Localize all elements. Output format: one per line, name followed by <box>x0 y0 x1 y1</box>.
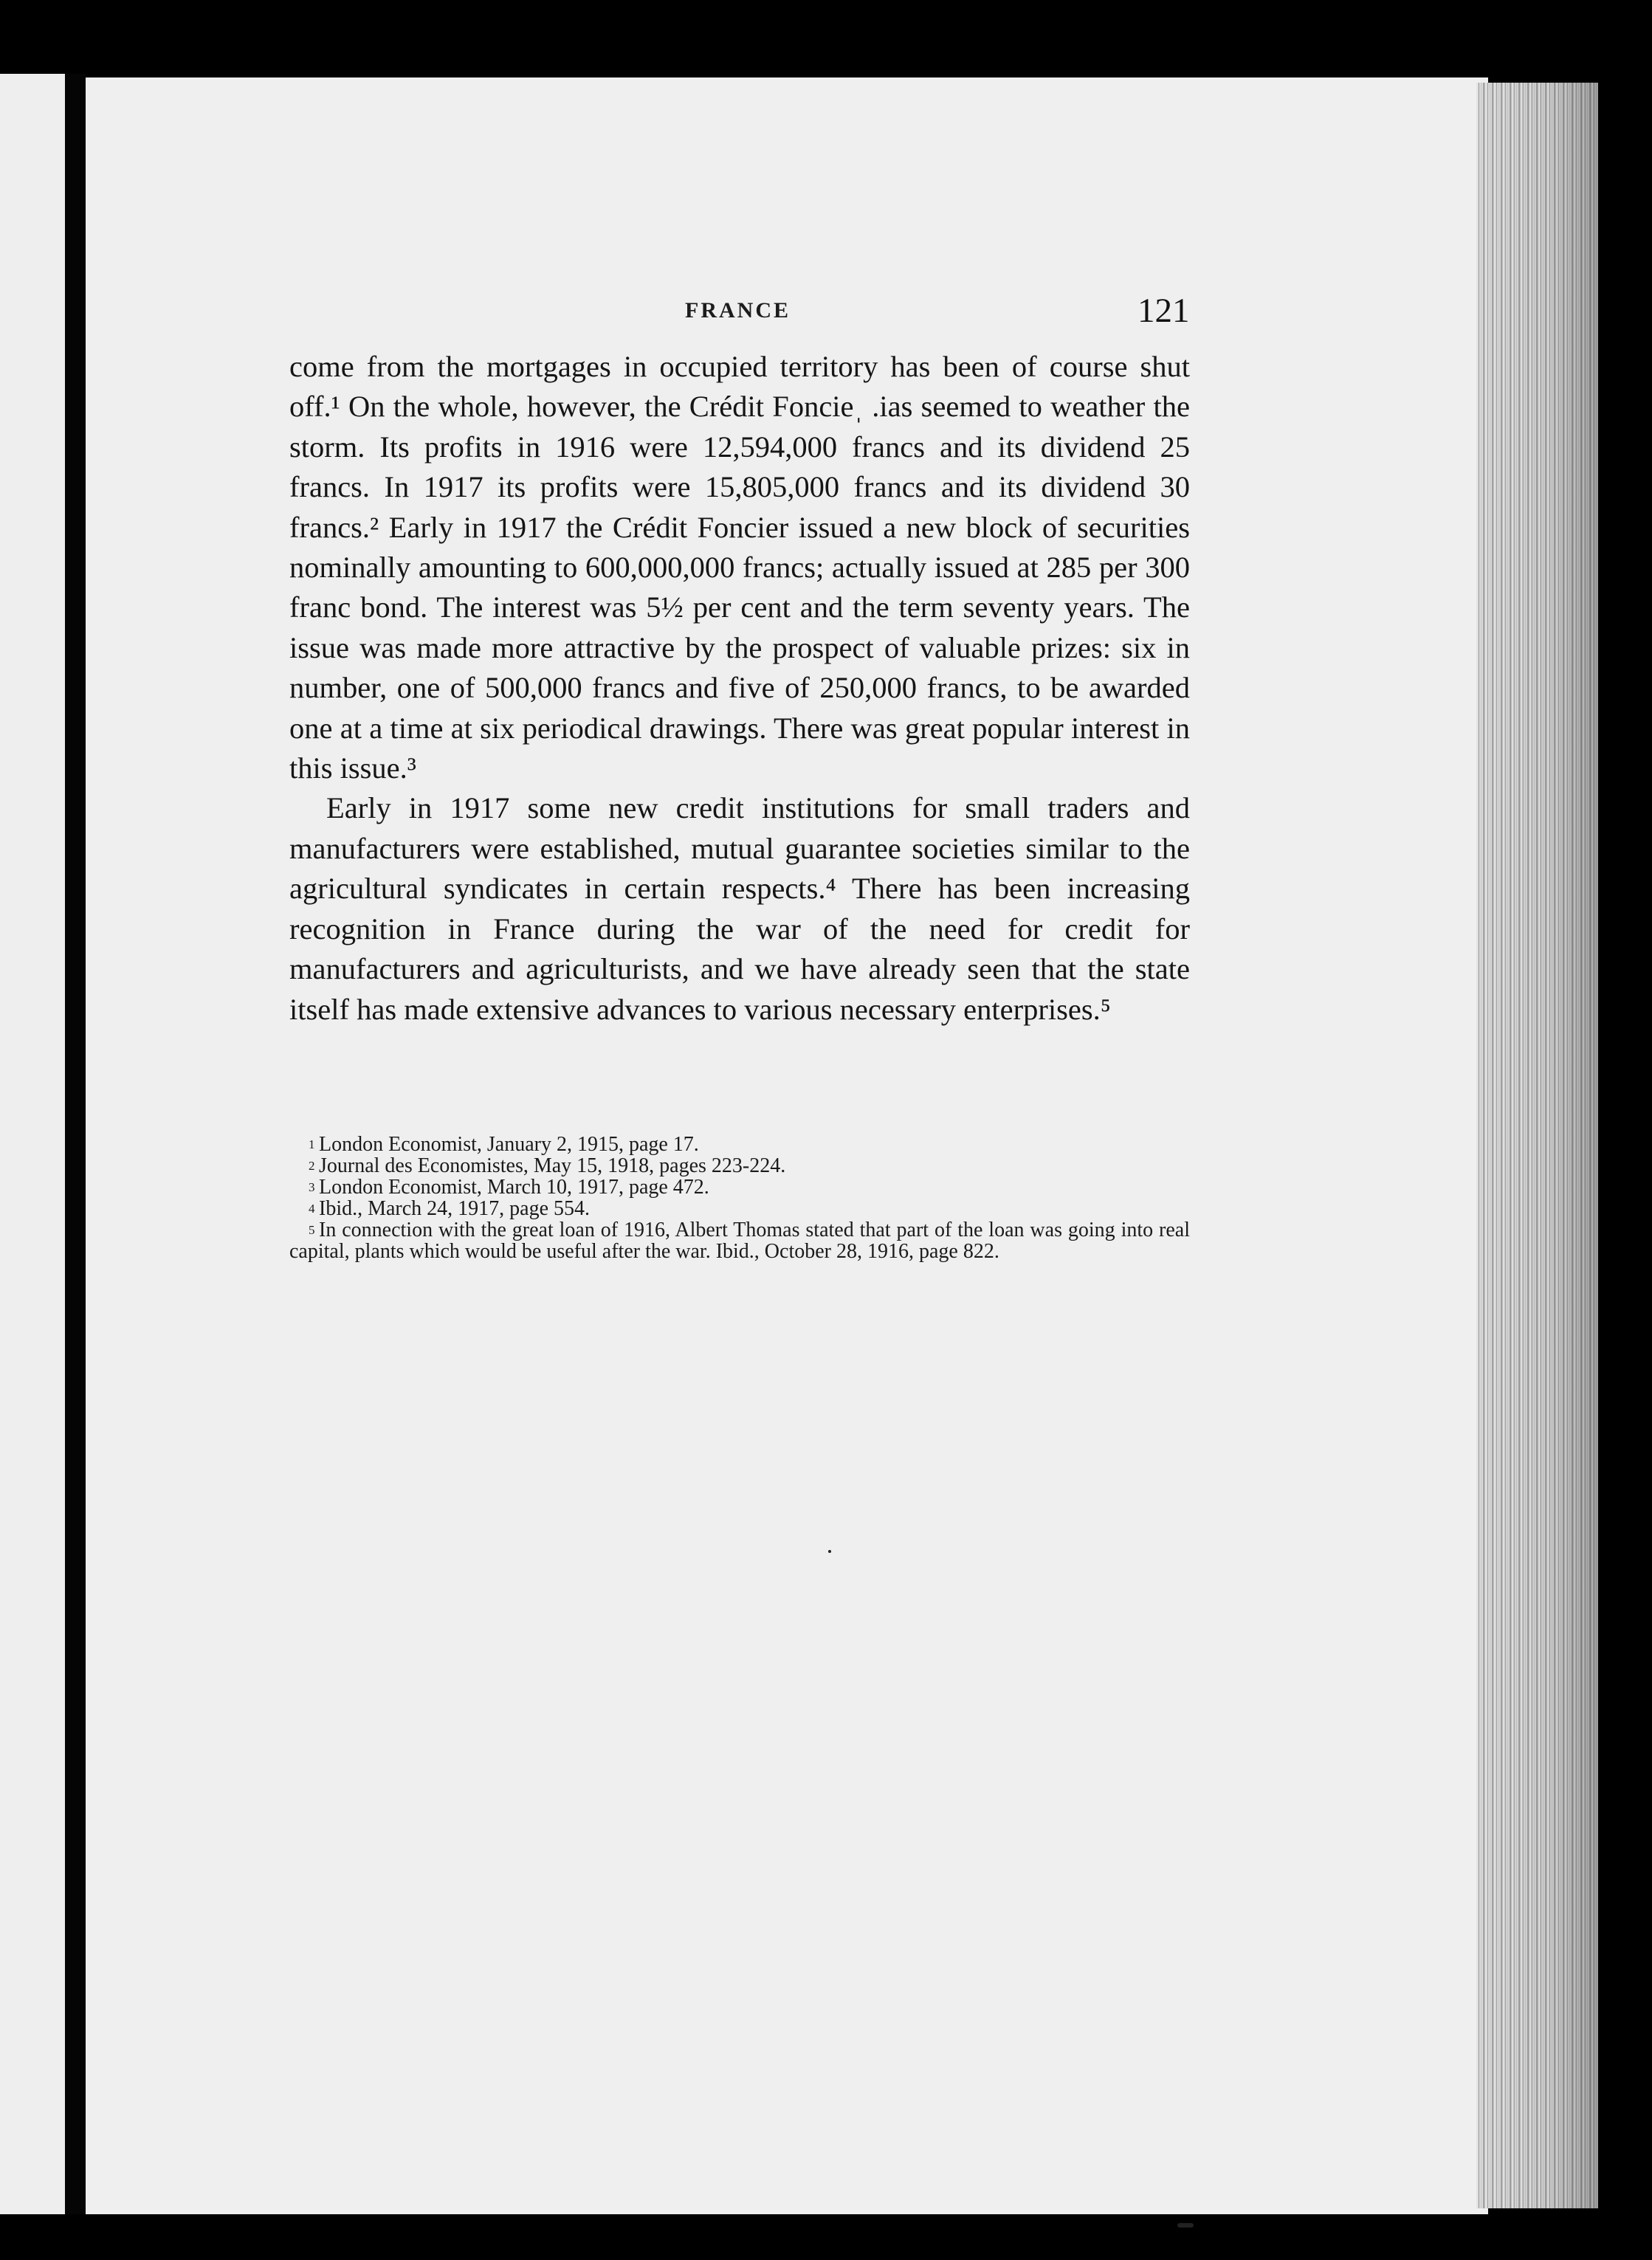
footnote-marker: 1 <box>309 1137 315 1151</box>
footnote-marker: 4 <box>309 1202 315 1216</box>
facing-page-edge <box>0 74 66 2214</box>
paragraph: Early in 1917 some new credit institutions for small traders and manufacturers were established, mutual guarantee societies similar to the agricultural syndicates in certain respects.⁴ There has been increasing recognition in France during the war of the need for credit for manufacturers and agriculturists, and we have already seen that the state itself has made extensive advances to various necessary enterprises.⁵ <box>289 791 1190 1026</box>
footnote <box>289 1198 1190 1219</box>
footnote-marker: 3 <box>309 1180 315 1194</box>
footnote <box>289 1176 1190 1198</box>
footnote-text: London Economist, March 10, 1917, page 472. <box>319 1176 709 1199</box>
paper-speck <box>1177 2223 1194 2228</box>
book-spine-gutter <box>65 74 86 2214</box>
footnote <box>289 1219 1190 1262</box>
footnotes <box>289 1134 1190 1262</box>
footnote-marker: 2 <box>309 1159 315 1173</box>
footnote <box>289 1155 1190 1176</box>
footnote-text: Journal des Economistes, May 15, 1918, pages 223-224. <box>319 1154 786 1177</box>
footnote-text: London Economist, January 2, 1915, page 17. <box>319 1133 699 1156</box>
footnote <box>289 1134 1190 1155</box>
page-number: 121 <box>1138 292 1190 330</box>
footnote-text: Ibid., March 24, 1917, page 554. <box>319 1197 591 1220</box>
footnote-marker: 5 <box>309 1223 315 1237</box>
body-text <box>289 347 1190 1030</box>
paragraph: come from the mortgages in occupied territory has been of course shut off.¹ On the whole, however, the Crédit Foncieˌ .ias seemed to weather the storm. Its profits in 1916 were 12,594,000 francs and its dividend 25 francs. In 1917 its profits were 15,805,000 francs and its dividend 30 francs.² Early in 1917 the Crédit Foncier issued a new block of securities nominally amounting to 600,000,000 francs; actually issued at 285 per 300 franc bond. The interest was 5½ per cent and the term seventy years. The issue was made more attractive by the prospect of valuable prizes: six in number, one of 500,000 francs and five of 250,000 francs, to be awarded one at a time at six periodical drawings. There was great popular interest in this issue.³ <box>289 350 1190 785</box>
running-header-title: FRANCE <box>685 298 791 323</box>
footnote-text: In connection with the great loan of 1916, Albert Thomas stated that part of the loan was going into real capital, plants which would be useful after the war. Ibid., October 28, 1916, page 822. <box>289 1219 1190 1263</box>
paper-speck <box>828 1550 831 1553</box>
page-stack-shade <box>1476 83 1598 2208</box>
